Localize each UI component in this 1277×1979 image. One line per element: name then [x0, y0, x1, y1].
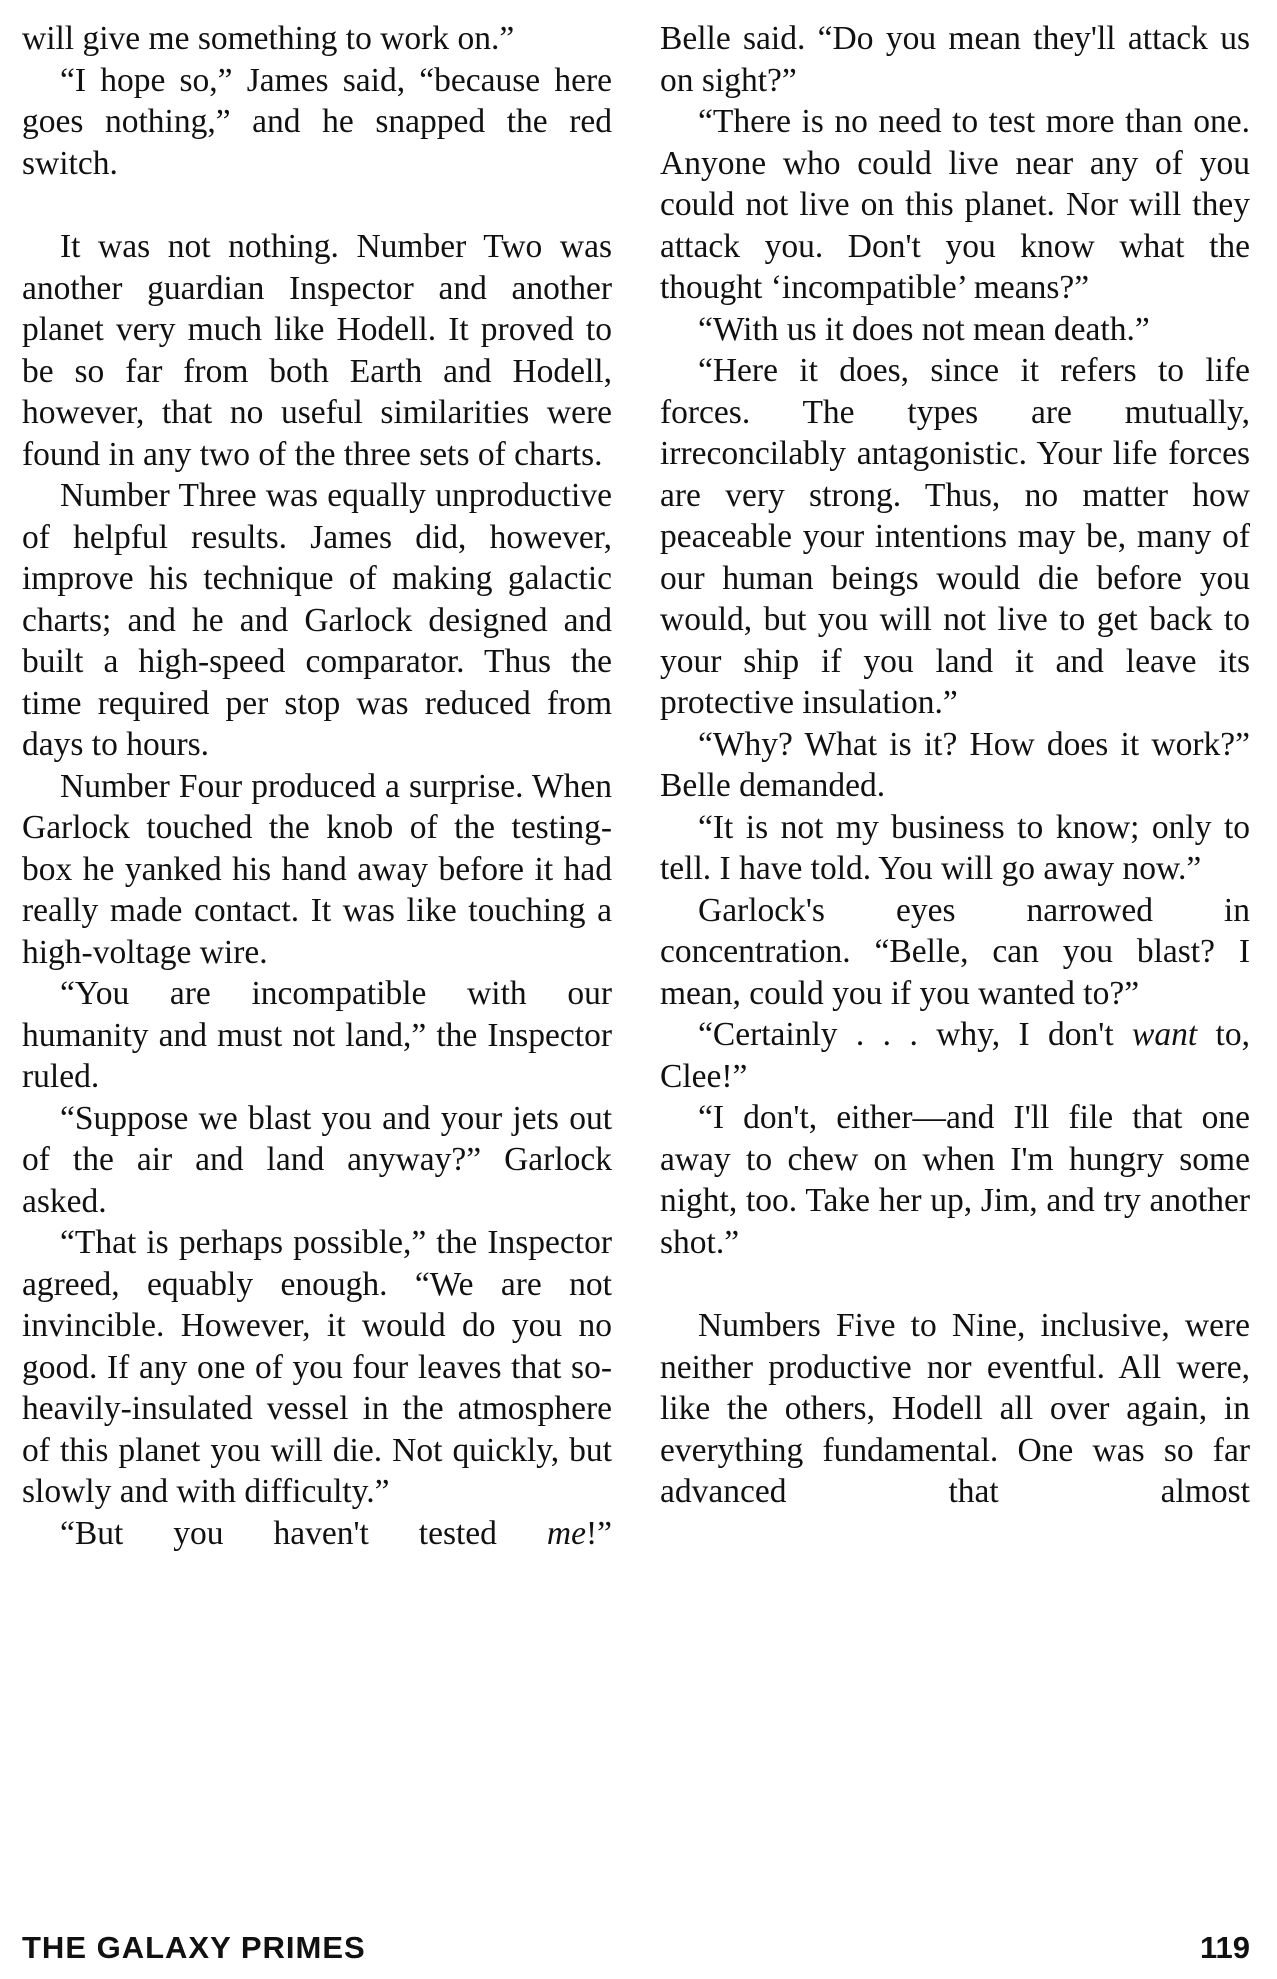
paragraph: “I hope so,” James said, “because here goes nothing,” and he snapped the red switch.: [22, 61, 612, 182]
paragraph: “Suppose we blast you and your jets out of the air and land anyway?” Garlock asked.: [22, 1099, 612, 1220]
right-text-column: [660, 18, 1250, 1513]
running-footer: [22, 1930, 1250, 1970]
paragraph: Number Three was equally unproductive of helpful results. James did, however, improve his technique of making galactic charts; and he and Garlock designed and built a high-speed comparator. Thus the time required per stop was reduced from days to hours.: [22, 477, 612, 763]
paragraph: It was not nothing. Number Two was another guardian Inspector and another planet very much like Hodell. It proved to be so far from both Earth and Hodell, however, that no useful similarities were found in any two of the three sets of charts.: [22, 228, 612, 473]
paragraph: “With us it does not mean death.”: [698, 310, 1150, 348]
paragraph: “You are incompatible with our humanity and must not land,” the Inspector ruled.: [22, 975, 612, 1095]
paragraph: [22, 1513, 612, 1555]
paragraph: “I don't, either—and I'll file that one away to chew on when I'm hungry some night, too. Take her up, Jim, and try another shot.”: [660, 1099, 1250, 1261]
paragraph-text: !”: [585, 1514, 612, 1552]
emphasized-word: me: [546, 1514, 586, 1552]
left-text-column: [22, 18, 612, 1554]
paragraph: “Why? What is it? How does it work?” Belle demanded.: [660, 725, 1250, 804]
paragraph: Number Four produced a surprise. When Garlock touched the knob of the testing-box he yanked his hand away before it had really made contact. It was like touching a high-voltage wire.: [22, 767, 612, 971]
paragraph-text: to, Clee!”: [660, 1016, 1250, 1095]
paragraph: “That is perhaps possible,” the Inspector agreed, equably enough. “We are not invincible. However, it would do you no good. If any one of you four leaves that so-heavily-insulated vessel in the atmosphere of this planet you will die. Not quickly, but slowly and with difficulty.”: [22, 1224, 612, 1510]
paragraph: “Here it does, since it refers to life forces. The types are mutually, irreconcilably antagonistic. Your life forces are very strong. Thus, no matter how peaceable your intentions may be, many of our human beings would die before you would, but you will not live to get back to your ship if you land it and leave its protective insulation.”: [660, 352, 1250, 721]
paragraph: Garlock's eyes narrowed in concentration. “Belle, can you blast? I mean, could you if you wanted to?”: [660, 891, 1250, 1012]
paragraph: Belle said. “Do you mean they'll attack us on sight?”: [660, 20, 1250, 99]
page-number: 119: [1199, 1930, 1250, 1965]
paragraph: will give me something to work on.”: [22, 20, 515, 57]
paragraph-text: “But you haven't tested: [60, 1514, 547, 1552]
running-title: THE GALAXY PRIMES: [22, 1930, 366, 1965]
paragraph: Numbers Five to Nine, inclusive, were neither productive nor eventful. All were, like the others, Hodell all over again, in everything fundamental. One was so far advanced that almost: [660, 1307, 1250, 1510]
paragraph: “There is no need to test more than one. Anyone who could live near any of you could not live on this planet. Nor will they attack you. Don't you know what the thought ‘incompatible’ means?”: [660, 103, 1250, 306]
paragraph: [660, 1014, 1250, 1097]
paragraph: “It is not my business to know; only to tell. I have told. You will go away now.”: [660, 808, 1250, 887]
emphasized-word: want: [1132, 1016, 1198, 1053]
paragraph-text: “Certainly . . . why, I don't: [698, 1016, 1133, 1053]
